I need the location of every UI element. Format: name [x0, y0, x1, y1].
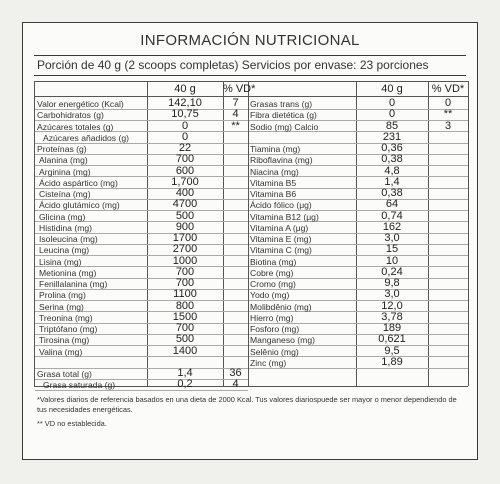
right-row-amount: 231: [382, 130, 402, 143]
left-row-vd: 4: [232, 108, 239, 121]
left-row-label: Glicina (mg): [39, 211, 86, 222]
right-row-label: Zinc (mg): [250, 357, 287, 368]
left-row-vd: 36: [229, 367, 242, 379]
left-row-amount: 800: [175, 299, 195, 312]
left-row-amount: 700: [175, 153, 195, 166]
left-row-label: Carbohidratos (g): [37, 110, 104, 121]
right-row-amount: 3,0: [384, 232, 400, 244]
left-row-label: Serina (mg): [39, 301, 84, 312]
right-row-label: Vitamina C (mg): [250, 245, 312, 256]
right-row-amount: 9,5: [384, 344, 400, 357]
right-row-amount: 3,78: [381, 310, 403, 323]
left-row-label: Grasa saturada (g): [43, 380, 116, 391]
left-row-label: Ácido aspártico (mg): [39, 177, 118, 188]
left-row-amount: 0,2: [177, 378, 193, 391]
left-row-label: Metionina (mg): [39, 267, 97, 278]
left-row-amount: 700: [175, 265, 195, 278]
right-row-amount: 0,24: [381, 265, 403, 278]
right-row-amount: 1,89: [381, 355, 403, 368]
right-row-amount: 0,38: [381, 187, 403, 199]
center-divider: [248, 81, 249, 386]
serving-info: Porción de 40 g (2 scoops completas) Servicios por envase: 23 porciones: [37, 58, 429, 72]
left-header-amount: 40 g: [174, 83, 196, 95]
right-row-label: Riboflavina (mg): [250, 155, 313, 166]
right-row-amount: 0,621: [378, 333, 406, 346]
left-row-amount: 500: [175, 333, 195, 346]
right-row-amount: 3,0: [384, 288, 400, 301]
left-row-label: Fenillalanina (mg): [39, 279, 108, 289]
table-left-border: [34, 81, 35, 386]
left-row-amount: 0: [181, 119, 189, 132]
left-row-label: Treonina (mg): [39, 312, 93, 323]
right-row-amount: 0: [388, 97, 396, 109]
right-row-label: Ácido fólico (μg): [250, 200, 312, 211]
left-row-label: Tirosina (mg): [39, 335, 90, 346]
left-row-label: Alanina (mg): [39, 155, 88, 166]
left-row-amount: 700: [175, 322, 195, 334]
left-row-label: Grasa total (g): [37, 369, 92, 379]
left-row-amount: 1700: [172, 232, 198, 244]
right-row-amount: 162: [382, 220, 402, 233]
left-row-label: Triptófano (mg): [39, 324, 98, 334]
left-row-label: Azúcares añadidos (g): [43, 132, 129, 143]
right-row-amount: 12,0: [381, 299, 403, 312]
right-row-label: Molibdênio (mg): [250, 301, 312, 312]
left-row-label: Cisteína (mg): [39, 189, 91, 199]
title-divider: [34, 55, 466, 56]
left-row-label: Histidina (mg): [39, 222, 93, 233]
right-row-amount: 0,38: [381, 153, 403, 166]
right-row-amount: 85: [385, 119, 399, 132]
serving-divider: [34, 75, 466, 76]
right-row-label: Sodio (mg) Calcio: [250, 121, 319, 132]
right-row-label: Cromo (mg): [250, 279, 296, 289]
right-row-label: Yodo (mg): [250, 290, 290, 301]
left-row-vd: 7: [232, 97, 239, 109]
right-row-label: Vitamina A (μg): [250, 222, 309, 233]
right-row-label: Biotina (mg): [250, 256, 297, 267]
right-row-amount: 9,8: [384, 277, 400, 289]
left-row-label: Prolina (mg): [39, 290, 86, 301]
left-row-label: Valina (mg): [39, 346, 83, 357]
right-row-label: Fosforo (mg): [250, 324, 300, 334]
left-header-vd: % VD*: [223, 83, 256, 95]
table-top-rule: [34, 81, 468, 82]
left-row-vd: **: [231, 119, 240, 132]
right-row-label: Tiamina (mg): [250, 144, 301, 154]
right-row-amount: 0,74: [381, 209, 403, 222]
left-row-label: Isoleucina (mg): [39, 234, 98, 244]
left-row-amount: 400: [175, 187, 195, 199]
left-row-label: Ácido glutámico (mg): [39, 200, 120, 211]
right-row-amount: 1,4: [384, 175, 400, 188]
nutrition-facts-panel: [22, 22, 478, 460]
right-row-label: Fibra dietética (g): [250, 110, 317, 121]
left-row-label: Azúcares totales (g): [37, 121, 114, 132]
left-row-amount: 22: [178, 142, 192, 154]
right-row-label: Manganeso (mg): [250, 335, 315, 346]
right-row-label: Vitamina B5: [250, 177, 297, 188]
left-row-label: Lisina (mg): [39, 256, 82, 267]
left-row-label: Leucina (mg): [39, 245, 90, 256]
right-header-vd: % VD*: [431, 83, 465, 95]
right-row-amount: 10: [385, 254, 399, 267]
left-row-label: Arginina (mg): [39, 166, 91, 177]
right-row-label: Cobre (mg): [250, 267, 294, 278]
right-header-amount: 40 g: [381, 83, 403, 95]
right-row-amount: 4,8: [384, 164, 400, 177]
right-row-label: Hierro (mg): [250, 312, 294, 323]
panel-title: INFORMACIÓN NUTRICIONAL: [140, 32, 360, 49]
right-row-label: Grasas trans (g): [250, 99, 313, 109]
left-row-amount: 1,4: [177, 367, 193, 379]
right-row-vd: **: [443, 108, 453, 121]
right-row-amount: 64: [385, 198, 399, 211]
left-row-label: Valor energético (Kcal): [37, 99, 124, 109]
right-row-vd: 3: [444, 119, 452, 132]
right-row-label: Vitamina B6: [250, 189, 297, 199]
right-row-amount: 189: [382, 322, 402, 334]
right-row-amount: 0: [388, 108, 396, 121]
left-row-amount: 700: [175, 277, 195, 289]
right-row-amount: 15: [385, 243, 399, 256]
right-row-label: Vitamina E (mg): [250, 234, 312, 244]
left-row-amount: 1,700: [171, 175, 199, 188]
table-right-border: [468, 81, 469, 386]
right-row-label: Niacina (mg): [250, 166, 299, 177]
left-row-label: Proteínas (g): [37, 144, 87, 154]
left-row-amount: 0: [181, 130, 189, 143]
left-row-amount: 142,10: [168, 97, 202, 109]
left-row-amount: 1400: [172, 344, 198, 357]
right-row-vd: 0: [444, 97, 452, 109]
left-row-amount: 1500: [172, 310, 198, 323]
left-row-amount: 2700: [172, 243, 198, 256]
left-row-amount: 600: [175, 164, 195, 177]
left-row-amount: 500: [175, 209, 195, 222]
right-row-amount: 0,36: [381, 142, 403, 154]
left-row-amount: 1000: [172, 254, 198, 267]
left-row-amount: 10,75: [171, 108, 199, 121]
right-row-label: Vitamina B12 (μg): [250, 211, 319, 222]
left-row-amount: 4700: [172, 198, 198, 211]
left-row-amount: 900: [175, 220, 195, 233]
footnote-not-established: ** VD no establecida.: [37, 419, 107, 428]
footnote-vd: *Valores diarios de referencia basados en una dieta de 2000 Kcal. Tus valores diariospuede ser mayor o menor dependiendo de tus necesidades energéticas.: [37, 395, 457, 414]
right-row-label: Selênio (mg): [250, 346, 299, 357]
left-row-vd: 4: [232, 378, 239, 391]
left-row-amount: 1100: [173, 288, 197, 301]
